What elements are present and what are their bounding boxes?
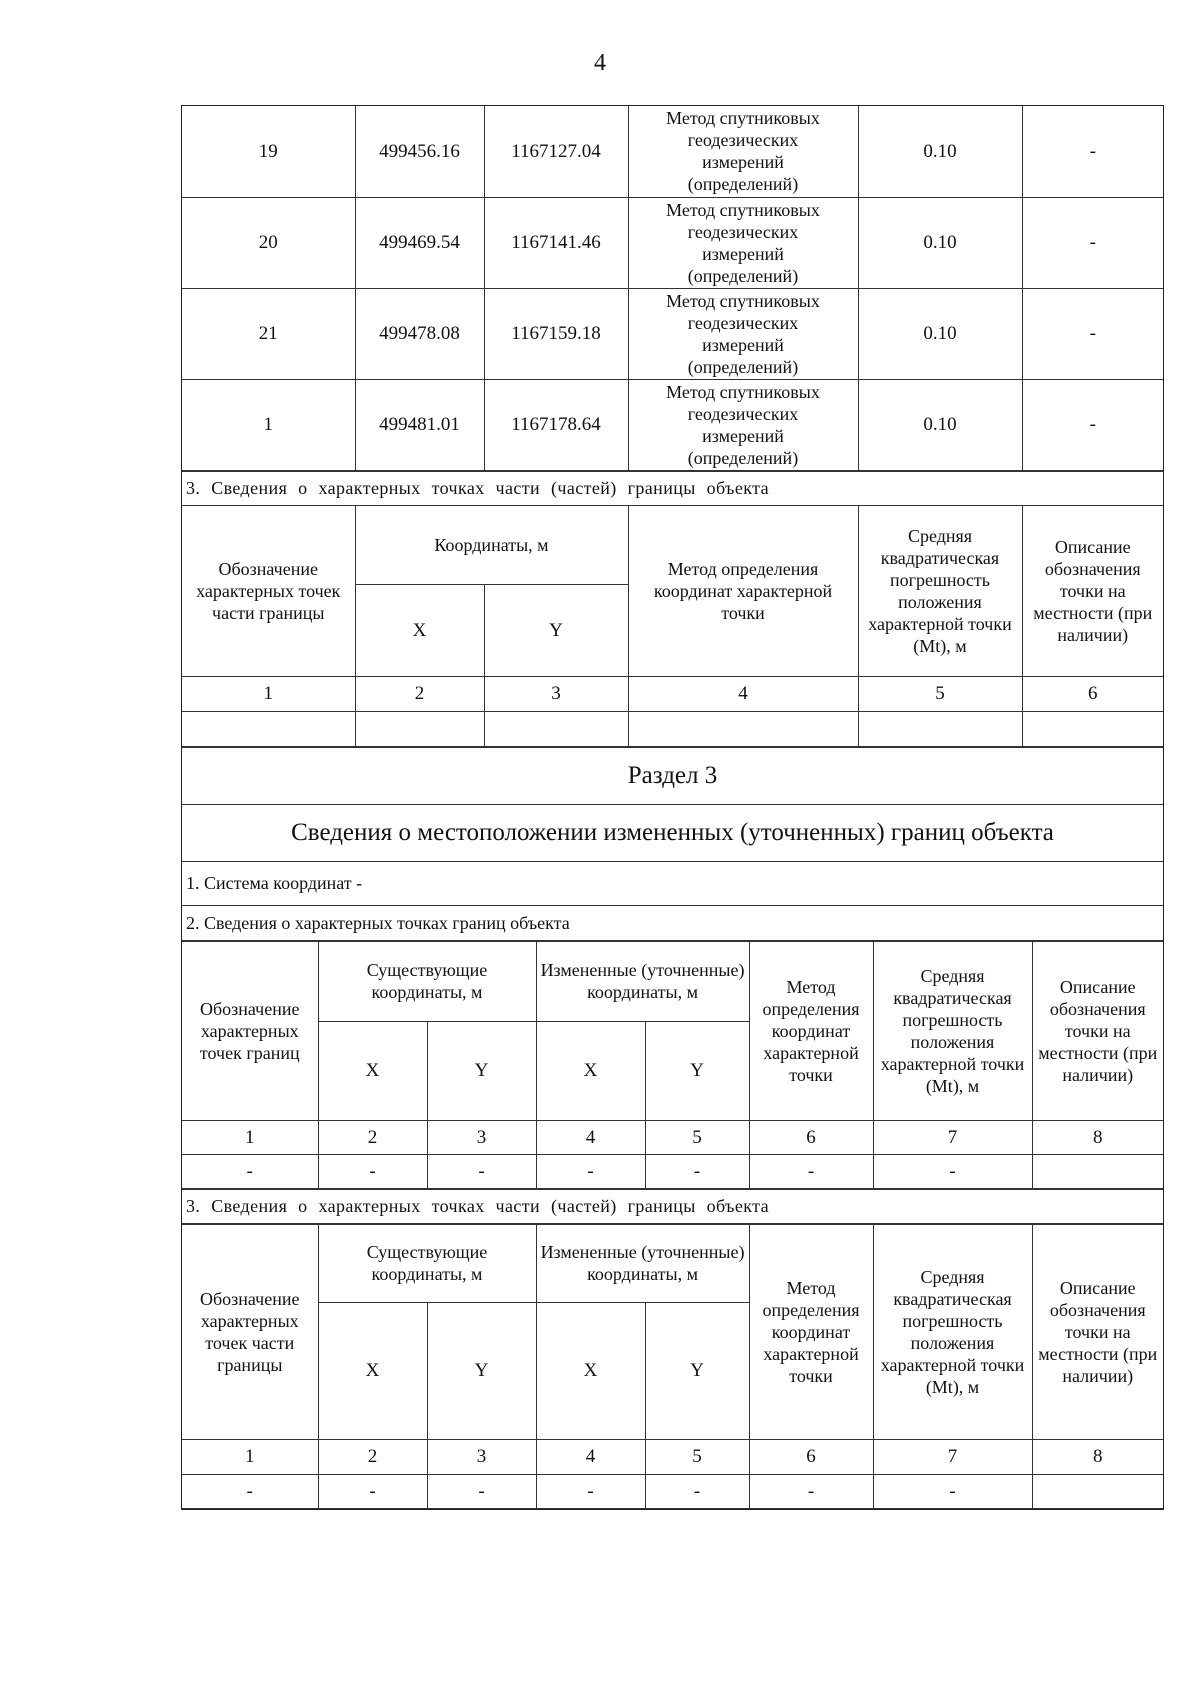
column-number: 2 — [318, 1439, 427, 1474]
coord-x: 499469.54 — [355, 197, 484, 288]
point-number: 20 — [182, 197, 355, 288]
header-y: Y — [484, 584, 628, 676]
empty-cell — [355, 711, 484, 746]
column-number: 3 — [427, 1439, 536, 1474]
coord-y: 1167159.18 — [484, 288, 628, 379]
empty-cell — [1022, 711, 1163, 746]
dash-cell: - — [873, 1474, 1032, 1508]
column-number: 7 — [873, 1439, 1032, 1474]
dash-cell: - — [427, 1474, 536, 1508]
column-number: 1 — [182, 676, 355, 711]
column-numbers-row — [182, 1439, 1163, 1474]
empty-cell — [182, 711, 355, 746]
column-number: 5 — [645, 1439, 749, 1474]
point-number: 1 — [182, 379, 355, 470]
header-method: Метод определения координат характерной точки — [749, 941, 873, 1120]
coord-y: 1167178.64 — [484, 379, 628, 470]
header-method: Метод определения координат характерной точки — [628, 505, 858, 676]
column-number: 4 — [536, 1439, 645, 1474]
column-number: 4 — [536, 1120, 645, 1154]
column-number: 6 — [1022, 676, 1163, 711]
method-line: измерений — [702, 243, 784, 264]
method-line: геодезических — [687, 221, 799, 242]
dash-cell: - — [182, 1154, 318, 1188]
method-cell — [628, 106, 858, 197]
header-changed-coordinates: Измененные (уточненные) координаты, м — [536, 941, 749, 1021]
dash-cell: - — [536, 1154, 645, 1188]
header-x: X — [318, 1021, 427, 1120]
header-point-designation: Обозначение характерных точек части границы — [182, 1224, 318, 1439]
mt-value: 0.10 — [858, 106, 1022, 197]
header-mt: Средняя квадратическая погрешность положения характерной точки (Mt), м — [873, 941, 1032, 1120]
dash-cell: - — [749, 1474, 873, 1508]
method-line: измерений — [702, 152, 784, 173]
changed-part-points-table — [182, 1224, 1163, 1509]
column-number: 1 — [182, 1439, 318, 1474]
header-point-designation: Обозначение характерных точек границ — [182, 941, 318, 1120]
method-line: Метод спутниковых — [666, 381, 820, 402]
dash-cell: - — [182, 1474, 318, 1508]
header-x: X — [536, 1021, 645, 1120]
description: - — [1022, 288, 1163, 379]
table-row — [182, 197, 1163, 288]
description: - — [1022, 106, 1163, 197]
coordinate-system: 1. Система координат - — [182, 861, 1163, 905]
column-number: 4 — [628, 676, 858, 711]
mt-value: 0.10 — [858, 379, 1022, 470]
column-number: 3 — [427, 1120, 536, 1154]
dash-cell: - — [536, 1474, 645, 1508]
section3-header — [182, 747, 1163, 941]
column-number: 6 — [749, 1439, 873, 1474]
header-y: Y — [427, 1302, 536, 1439]
method-line: геодезических — [687, 312, 799, 333]
header-description: Описание обозначения точки на местности (при наличии) — [1032, 941, 1163, 1120]
header-description: Описание обозначения точки на местности (при наличии) — [1032, 1224, 1163, 1439]
coord-x: 499456.16 — [355, 106, 484, 197]
coord-y: 1167141.46 — [484, 197, 628, 288]
header-y: Y — [645, 1021, 749, 1120]
header-x: X — [355, 584, 484, 676]
changed-points-table — [182, 941, 1163, 1189]
section-title: Раздел 3 — [182, 747, 1163, 804]
part-points-title: 3. Сведения о характерных точках части (частей) границы объекта — [182, 1189, 1163, 1223]
method-line: измерений — [702, 425, 784, 446]
table-row — [182, 1474, 1163, 1508]
dash-cell — [1032, 1474, 1163, 1508]
coord-y: 1167127.04 — [484, 106, 628, 197]
description: - — [1022, 197, 1163, 288]
table-row — [182, 1154, 1163, 1188]
method-line: Метод спутниковых — [666, 108, 820, 129]
dash-cell: - — [318, 1154, 427, 1188]
coord-x: 499478.08 — [355, 288, 484, 379]
method-line: геодезических — [687, 130, 799, 151]
column-number: 5 — [645, 1120, 749, 1154]
column-number: 8 — [1032, 1439, 1163, 1474]
table-row — [182, 106, 1163, 197]
column-numbers-row — [182, 1120, 1163, 1154]
header-existing-coordinates: Существующие координаты, м — [318, 1224, 536, 1302]
method-cell — [628, 197, 858, 288]
header-existing-coordinates: Существующие координаты, м — [318, 941, 536, 1021]
point-number: 21 — [182, 288, 355, 379]
method-line: измерений — [702, 334, 784, 355]
mt-value: 0.10 — [858, 288, 1022, 379]
dash-cell: - — [749, 1154, 873, 1188]
coord-x: 499481.01 — [355, 379, 484, 470]
method-line: (определений) — [687, 265, 799, 286]
table-row — [182, 288, 1163, 379]
dash-cell: - — [645, 1154, 749, 1188]
header-method: Метод определения координат характерной точки — [749, 1224, 873, 1439]
column-number: 6 — [749, 1120, 873, 1154]
table-row — [182, 379, 1163, 470]
point-number: 19 — [182, 106, 355, 197]
header-changed-coordinates: Измененные (уточненные) координаты, м — [536, 1224, 749, 1302]
header-coordinates: Координаты, м — [355, 505, 628, 584]
section-subtitle: Сведения о местоположении измененных (уточненных) границ объекта — [182, 804, 1163, 861]
header-x: X — [318, 1302, 427, 1439]
header-mt: Средняя квадратическая погрешность положения характерной точки (Mt), м — [858, 505, 1022, 676]
part-points-title: 3. Сведения о характерных точках части (частей) границы объекта — [182, 471, 1163, 505]
description: - — [1022, 379, 1163, 470]
header-mt: Средняя квадратическая погрешность положения характерной точки (Mt), м — [873, 1224, 1032, 1439]
mt-value: 0.10 — [858, 197, 1022, 288]
method-line: Метод спутниковых — [666, 199, 820, 220]
method-cell — [628, 288, 858, 379]
column-number: 5 — [858, 676, 1022, 711]
dash-cell: - — [645, 1474, 749, 1508]
column-number: 8 — [1032, 1120, 1163, 1154]
column-number: 3 — [484, 676, 628, 711]
page-number: 4 — [594, 50, 606, 76]
points-table-continued — [182, 106, 1163, 471]
dash-cell: - — [873, 1154, 1032, 1188]
column-number: 1 — [182, 1120, 318, 1154]
header-description: Описание обозначения точки на местности (при наличии) — [1022, 505, 1163, 676]
empty-cell — [858, 711, 1022, 746]
method-line: (определений) — [687, 174, 799, 195]
points-title: 2. Сведения о характерных точках границ объекта — [182, 905, 1163, 940]
document-frame — [181, 105, 1164, 1510]
dash-cell — [1032, 1154, 1163, 1188]
part-points-title-band — [182, 1189, 1163, 1224]
method-line: (определений) — [687, 447, 799, 468]
method-cell — [628, 379, 858, 470]
column-number: 7 — [873, 1120, 1032, 1154]
header-y: Y — [645, 1302, 749, 1439]
column-number: 2 — [318, 1120, 427, 1154]
method-line: геодезических — [687, 403, 799, 424]
method-line: Метод спутниковых — [666, 290, 820, 311]
empty-cell — [628, 711, 858, 746]
empty-cell — [484, 711, 628, 746]
method-line: (определений) — [687, 356, 799, 377]
part-points-table — [182, 471, 1163, 747]
dash-cell: - — [318, 1474, 427, 1508]
header-x: X — [536, 1302, 645, 1439]
header-y: Y — [427, 1021, 536, 1120]
header-point-designation: Обозначение характерных точек части границы — [182, 505, 355, 676]
column-number: 2 — [355, 676, 484, 711]
dash-cell: - — [427, 1154, 536, 1188]
